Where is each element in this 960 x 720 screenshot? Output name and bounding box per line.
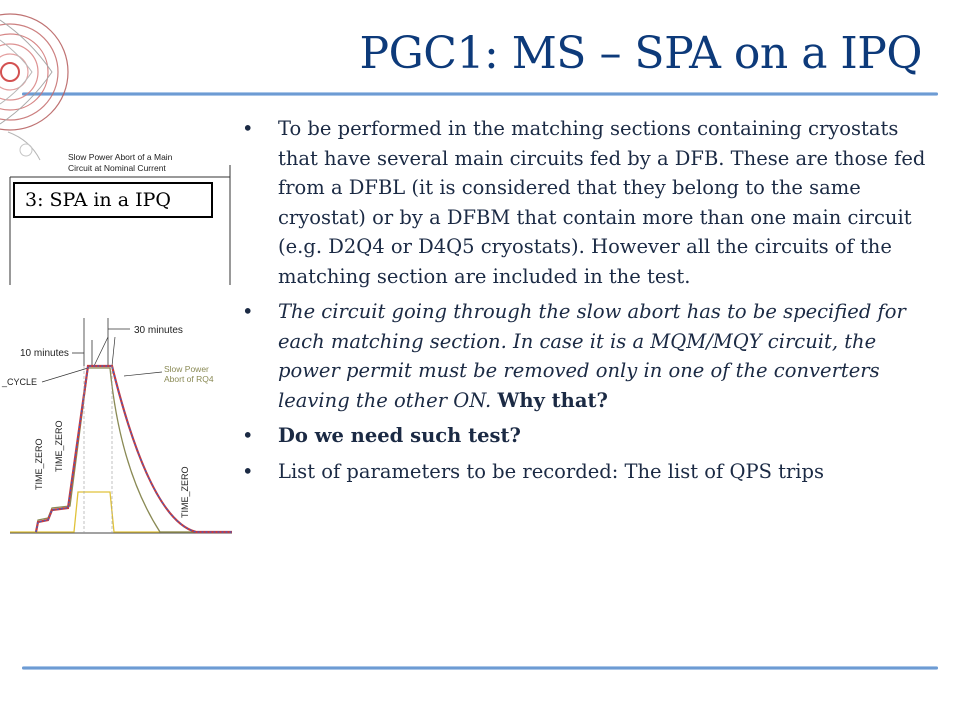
time-zero-label-3: TIME_ZERO	[180, 466, 190, 518]
bullet-text-bold: Why that?	[497, 388, 608, 412]
bullet-text: To be performed in the matching sections containing cryostats that have several main circuits fed by a DFB. These are those fed from a DFBL (it is considered that they belong to the same cryostat) or by a DFBM that contain more than one main circuit (e.g. D2Q4 or D4Q5 cryostats). However all the circuits of the matching section are included in the test.	[278, 117, 926, 288]
logo-fragment	[0, 14, 68, 160]
bullet-dot-icon: •	[242, 459, 254, 483]
figure-header-line2: Circuit at Nominal Current	[68, 163, 166, 173]
bullet-item	[242, 457, 932, 487]
bullet-text-bold: Do we need such test?	[278, 424, 521, 447]
time-zero-label-1: TIME_ZERO	[34, 438, 44, 490]
bullet-text-italic: The circuit going through the slow abort has to be specified for each matching section. In case it is a MQM/MQY circuit, the power permit must be removed only in one of the converters leaving the other ON.	[278, 300, 906, 412]
bullet-item	[242, 421, 932, 451]
slide-title: PGC1: MS – SPA on a IPQ	[359, 28, 922, 79]
waveform-figure	[0, 0, 240, 560]
bullet-dot-icon: •	[242, 424, 254, 447]
bullet-list	[242, 114, 932, 492]
label-10-minutes: 10 minutes	[20, 348, 69, 359]
bullet-dot-icon: •	[242, 300, 254, 323]
label-30-minutes: 30 minutes	[134, 325, 183, 336]
label-cycle: _CYCLE	[2, 377, 38, 387]
spa-label-box: 3: SPA in a IPQ	[13, 182, 213, 218]
bullet-item	[242, 114, 932, 291]
figure-header-line1: Slow Power Abort of a Main	[68, 152, 173, 162]
bullet-dot-icon: •	[242, 117, 254, 140]
bullet-item	[242, 297, 932, 415]
bottom-divider	[22, 666, 938, 670]
label-spa-line2: Abort of RQ4	[164, 374, 214, 384]
time-zero-label-2: TIME_ZERO	[54, 420, 64, 472]
bullet-text: List of parameters to be recorded: The list of QPS trips	[278, 459, 825, 483]
label-spa-line1: Slow Power	[164, 364, 209, 374]
